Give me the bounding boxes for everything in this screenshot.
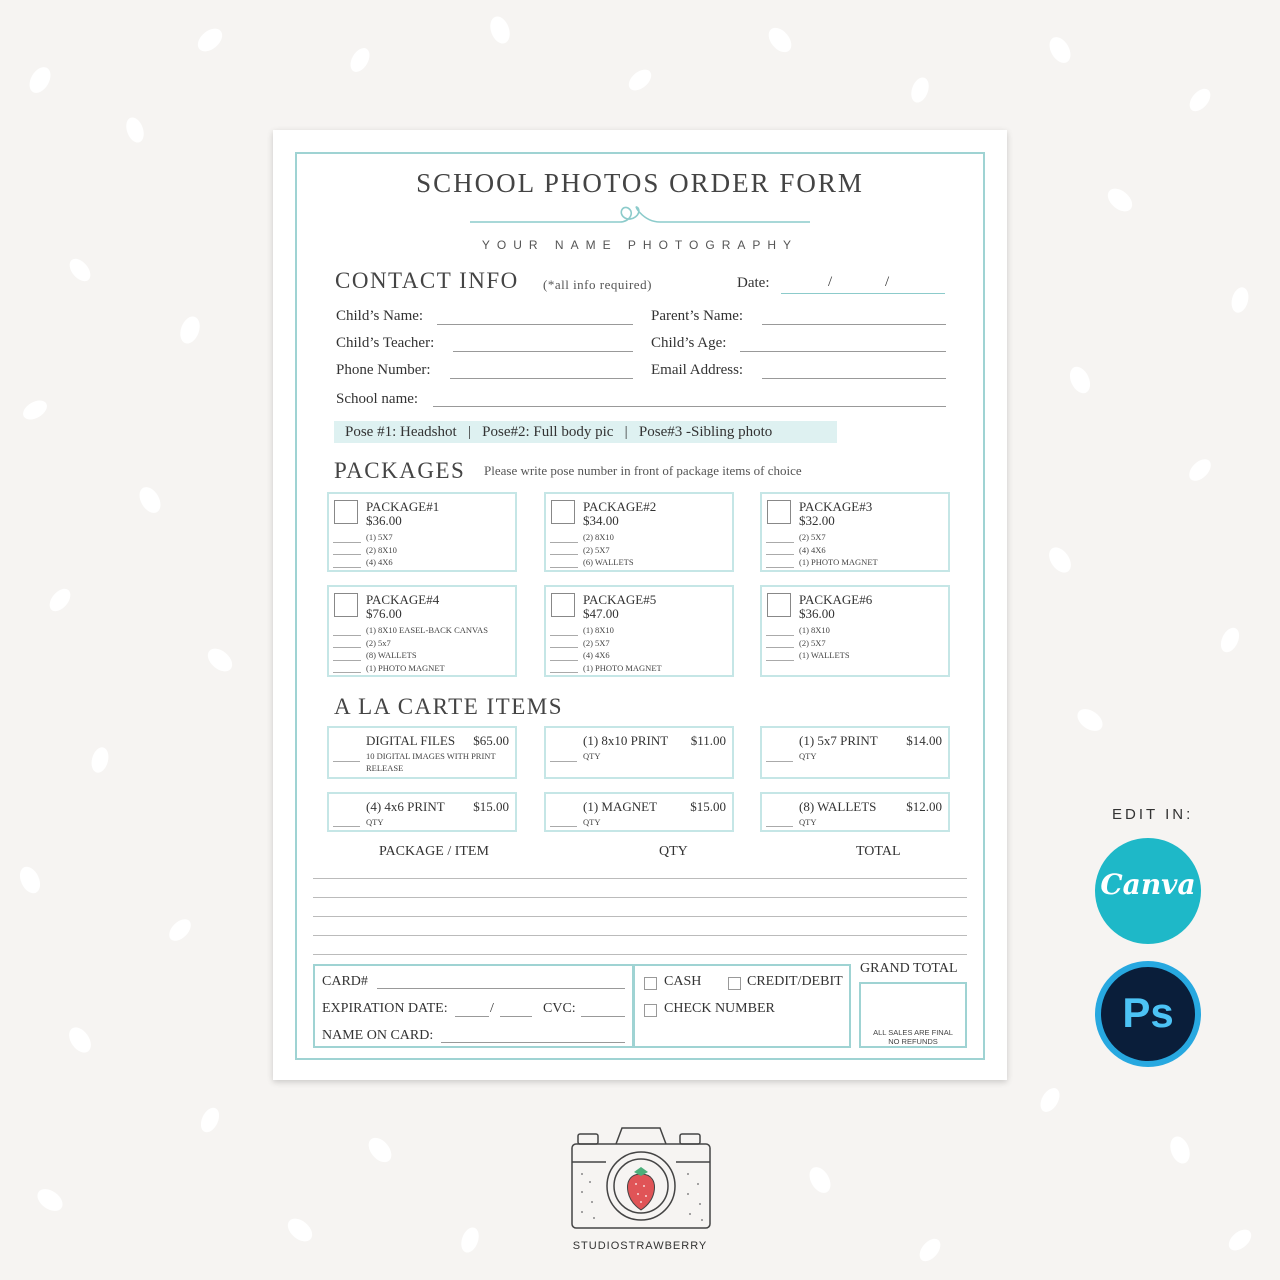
col-qty: QTY <box>659 844 688 859</box>
sales-final-note: ALL SALES ARE FINAL NO REFUNDS <box>873 1028 953 1046</box>
package-card <box>327 585 517 677</box>
exp-year-field[interactable] <box>500 1016 532 1017</box>
order-line[interactable] <box>313 954 967 955</box>
package-checkbox[interactable] <box>334 593 358 617</box>
package-price: $76.00 <box>366 606 402 621</box>
package-checkbox[interactable] <box>767 593 791 617</box>
alacarte-name: DIGITAL FILES <box>366 733 456 748</box>
cash-checkbox[interactable] <box>644 977 657 990</box>
package-card <box>327 492 517 572</box>
order-line[interactable] <box>313 916 967 917</box>
alacarte-name: (1) MAGNET <box>583 799 658 814</box>
exp-month-field[interactable] <box>455 1016 489 1017</box>
alacarte-card <box>327 792 517 832</box>
phone-label: Phone Number: <box>336 362 431 378</box>
package-item[interactable]: (2) 8X10 <box>550 531 730 544</box>
contact-heading: CONTACT INFO <box>335 268 519 293</box>
edit-in-label: EDIT IN: <box>1112 806 1194 823</box>
alacarte-price: $15.00 <box>690 799 726 814</box>
package-item[interactable]: (2) 5X7 <box>766 637 946 650</box>
credit-label: CREDIT/DEBIT <box>747 974 843 989</box>
package-price: $36.00 <box>366 513 402 528</box>
col-total: TOTAL <box>856 844 901 859</box>
alacarte-card <box>544 792 734 832</box>
package-name: PACKAGE#3 <box>799 499 873 514</box>
package-item[interactable]: (1) 8X10 EASEL-BACK CANVAS <box>333 624 513 637</box>
parents-name-field[interactable] <box>762 324 946 325</box>
card-number-label: CARD# <box>322 974 368 989</box>
package-name: PACKAGE#2 <box>583 499 657 514</box>
package-item[interactable]: (2) 5X7 <box>550 544 730 557</box>
cash-label: CASH <box>664 974 702 989</box>
alacarte-desc: 10 DIGITAL IMAGES WITH PRINT RELEASE <box>366 751 496 773</box>
package-item[interactable]: (2) 5X7 <box>550 637 730 650</box>
childs-name-label: Child’s Name: <box>336 308 424 324</box>
card-number-field[interactable] <box>377 988 625 989</box>
package-item[interactable]: (4) 4X6 <box>766 544 946 557</box>
school-label: School name: <box>336 391 419 407</box>
order-line[interactable] <box>313 878 967 879</box>
parents-name-label: Parent’s Name: <box>651 308 744 324</box>
alacarte-desc: QTY <box>799 817 817 827</box>
alacarte-name: (8) WALLETS <box>799 799 877 814</box>
phone-field[interactable] <box>450 378 633 379</box>
package-card <box>760 492 950 572</box>
cvc-field[interactable] <box>581 1016 625 1017</box>
package-price: $36.00 <box>799 606 835 621</box>
package-checkbox[interactable] <box>551 593 575 617</box>
card-details-box <box>313 964 635 1048</box>
alacarte-qty-field[interactable] <box>550 761 577 762</box>
package-item[interactable]: (2) 5X7 <box>766 531 946 544</box>
alacarte-name: (4) 4x6 PRINT <box>366 799 445 814</box>
alacarte-heading: A LA CARTE ITEMS <box>334 694 563 719</box>
contact-note: (*all info required) <box>543 277 652 292</box>
check-checkbox[interactable] <box>644 1004 657 1017</box>
alacarte-card <box>327 726 517 779</box>
package-card <box>760 585 950 677</box>
alacarte-price: $15.00 <box>473 799 509 814</box>
poses-bar: Pose #1: Headshot | Pose#2: Full body pic | Pose#3 -Sibling photo <box>334 421 837 443</box>
package-card <box>544 492 734 572</box>
credit-checkbox[interactable] <box>728 977 741 990</box>
package-card <box>544 585 734 677</box>
date-sep-2: / <box>885 274 890 290</box>
alacarte-name: (1) 5x7 PRINT <box>799 733 878 748</box>
alacarte-qty-field[interactable] <box>333 761 360 762</box>
alacarte-card <box>760 726 950 779</box>
alacarte-qty-field[interactable] <box>766 826 793 827</box>
childs-age-field[interactable] <box>740 351 946 352</box>
package-item[interactable]: (2) 5x7 <box>333 637 513 650</box>
package-item[interactable]: (1) 5X7 <box>333 531 513 544</box>
expiration-label: EXPIRATION DATE: <box>322 1001 448 1016</box>
package-price: $32.00 <box>799 513 835 528</box>
grand-total-label: GRAND TOTAL <box>860 961 958 976</box>
order-line[interactable] <box>313 897 967 898</box>
photoshop-logo: Ps <box>1095 961 1201 1067</box>
alacarte-desc: QTY <box>583 817 601 827</box>
name-on-card-label: NAME ON CARD: <box>322 1028 434 1043</box>
alacarte-qty-field[interactable] <box>766 761 793 762</box>
package-name: PACKAGE#5 <box>583 592 657 607</box>
date-field[interactable] <box>781 293 945 294</box>
exp-sep: / <box>490 1001 494 1016</box>
package-name: PACKAGE#1 <box>366 499 440 514</box>
package-checkbox[interactable] <box>767 500 791 524</box>
col-package-item: PACKAGE / ITEM <box>379 844 489 859</box>
school-field[interactable] <box>433 406 946 407</box>
package-item[interactable]: (1) 8X10 <box>550 624 730 637</box>
childs-teacher-field[interactable] <box>453 351 633 352</box>
alacarte-price: $11.00 <box>690 733 726 748</box>
date-label: Date: <box>737 275 770 291</box>
alacarte-qty-field[interactable] <box>333 826 360 827</box>
form-title: SCHOOL PHOTOS ORDER FORM <box>416 168 864 198</box>
packages-heading: PACKAGES <box>334 458 466 483</box>
grand-total-box[interactable] <box>859 982 967 1048</box>
order-form-sheet <box>273 130 1007 1080</box>
package-item[interactable]: (1) PHOTO MAGNET <box>766 556 946 569</box>
brand-name: YOUR NAME PHOTOGRAPHY <box>481 238 799 252</box>
alacarte-desc: QTY <box>366 817 384 827</box>
camera-strawberry-logo-icon <box>568 1122 714 1232</box>
package-item[interactable]: (1) PHOTO MAGNET <box>550 662 730 675</box>
alacarte-name: (1) 8x10 PRINT <box>583 733 669 748</box>
childs-name-field[interactable] <box>437 324 633 325</box>
package-item[interactable]: (1) WALLETS <box>766 649 946 662</box>
package-checkbox[interactable] <box>334 500 358 524</box>
package-item[interactable]: (8) WALLETS <box>333 649 513 662</box>
check-label: CHECK NUMBER <box>664 1001 775 1016</box>
alacarte-card <box>544 726 734 779</box>
alacarte-price: $12.00 <box>906 799 942 814</box>
name-on-card-field[interactable] <box>441 1042 625 1043</box>
alacarte-card <box>760 792 950 832</box>
date-sep-1: / <box>828 274 833 290</box>
email-label: Email Address: <box>651 362 744 378</box>
payment-method-box <box>632 964 851 1048</box>
alacarte-qty-field[interactable] <box>550 826 577 827</box>
childs-teacher-label: Child’s Teacher: <box>336 335 435 351</box>
order-line[interactable] <box>313 935 967 936</box>
cvc-label: CVC: <box>543 1001 576 1016</box>
email-field[interactable] <box>762 378 946 379</box>
alacarte-price: $65.00 <box>473 733 509 748</box>
childs-age-label: Child’s Age: <box>651 335 727 351</box>
canva-logo: Canva <box>1095 838 1201 944</box>
alacarte-desc: QTY <box>583 751 601 761</box>
heart-divider-icon <box>470 200 810 230</box>
package-item[interactable]: (4) 4X6 <box>333 556 513 569</box>
alacarte-price: $14.00 <box>906 733 942 748</box>
alacarte-desc: QTY <box>799 751 817 761</box>
package-price: $47.00 <box>583 606 619 621</box>
package-name: PACKAGE#6 <box>799 592 873 607</box>
package-checkbox[interactable] <box>551 500 575 524</box>
package-item[interactable]: (2) 8X10 <box>333 544 513 557</box>
package-name: PACKAGE#4 <box>366 592 440 607</box>
package-item[interactable]: (4) 4X6 <box>550 649 730 662</box>
package-price: $34.00 <box>583 513 619 528</box>
packages-note: Please write pose number in front of package items of choice <box>484 463 802 478</box>
package-item[interactable]: (6) WALLETS <box>550 556 730 569</box>
package-item[interactable]: (1) 8X10 <box>766 624 946 637</box>
package-item[interactable]: (1) PHOTO MAGNET <box>333 662 513 675</box>
studio-name: STUDIOSTRAWBERRY <box>572 1240 708 1252</box>
